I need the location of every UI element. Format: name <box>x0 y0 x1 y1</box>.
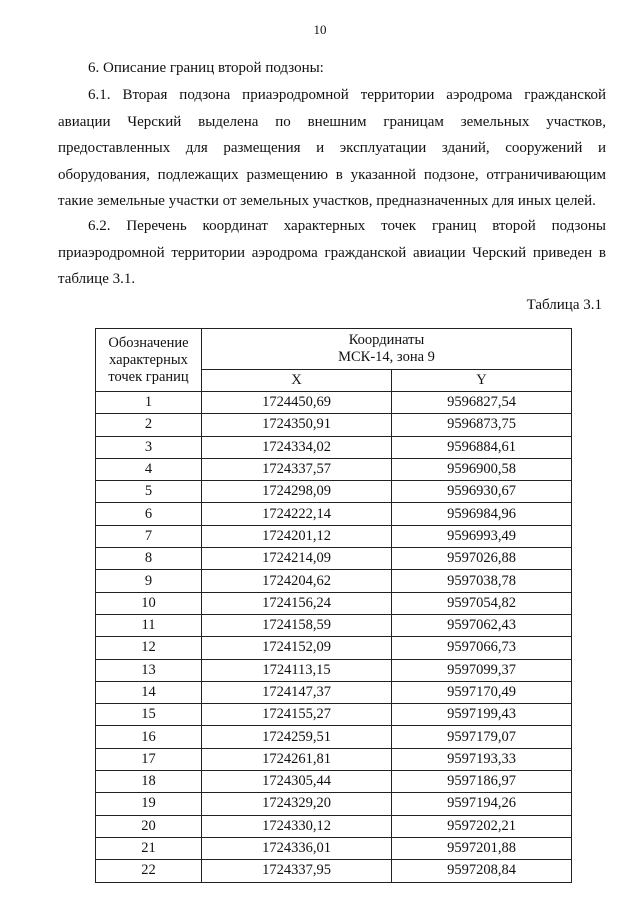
cell-y: 9597179,07 <box>392 726 572 748</box>
table-row <box>96 837 572 859</box>
cell-point-number: 8 <box>96 548 202 570</box>
coordinates-table <box>95 328 572 883</box>
cell-point-number: 18 <box>96 771 202 793</box>
table-row <box>96 860 572 882</box>
header-coordinates <box>202 329 572 370</box>
cell-y: 9597054,82 <box>392 592 572 614</box>
table-row <box>96 815 572 837</box>
cell-x: 1724158,59 <box>202 614 392 636</box>
cell-point-number: 11 <box>96 614 202 636</box>
cell-y: 9597099,37 <box>392 659 572 681</box>
cell-x: 1724334,02 <box>202 436 392 458</box>
cell-y: 9596993,49 <box>392 525 572 547</box>
table-row <box>96 548 572 570</box>
cell-x: 1724329,20 <box>202 793 392 815</box>
section-heading: 6. Описание границ второй подзоны: <box>88 60 324 76</box>
header-x: X <box>202 369 392 391</box>
table-row <box>96 614 572 636</box>
cell-y: 9597208,84 <box>392 860 572 882</box>
paragraph-6-1: 6.1. Вторая подзона приаэродромной территории аэродрома гражданской авиации Черский выделена по внешним границам земельных участков, предоставленных для размещения и эксплуатации зданий, сооружений и оборудования, подлежащих размещению в указанной подзоне, отграничивающим такие земельные участки от земельных участков, предназначенных для иных целей. <box>58 87 606 209</box>
page-number: 10 <box>313 22 327 37</box>
cell-y: 9596930,67 <box>392 481 572 503</box>
cell-y: 9596873,75 <box>392 414 572 436</box>
table-row <box>96 458 572 480</box>
cell-point-number: 17 <box>96 748 202 770</box>
table-row <box>96 659 572 681</box>
cell-x: 1724222,14 <box>202 503 392 525</box>
cell-point-number: 6 <box>96 503 202 525</box>
cell-x: 1724336,01 <box>202 837 392 859</box>
table-row <box>96 704 572 726</box>
cell-x: 1724156,24 <box>202 592 392 614</box>
table-row <box>96 436 572 458</box>
cell-point-number: 3 <box>96 436 202 458</box>
cell-y: 9596900,58 <box>392 458 572 480</box>
cell-x: 1724261,81 <box>202 748 392 770</box>
cell-point-number: 4 <box>96 458 202 480</box>
cell-x: 1724330,12 <box>202 815 392 837</box>
table-row <box>96 748 572 770</box>
cell-x: 1724337,57 <box>202 458 392 480</box>
cell-x: 1724298,09 <box>202 481 392 503</box>
cell-x: 1724147,37 <box>202 681 392 703</box>
table-row <box>96 771 572 793</box>
cell-x: 1724450,69 <box>202 392 392 414</box>
cell-point-number: 19 <box>96 793 202 815</box>
cell-y: 9597038,78 <box>392 570 572 592</box>
cell-y: 9597026,88 <box>392 548 572 570</box>
cell-x: 1724204,62 <box>202 570 392 592</box>
cell-point-number: 7 <box>96 525 202 547</box>
cell-point-number: 10 <box>96 592 202 614</box>
cell-point-number: 1 <box>96 392 202 414</box>
cell-y: 9597193,33 <box>392 748 572 770</box>
cell-y: 9597186,97 <box>392 771 572 793</box>
cell-x: 1724214,09 <box>202 548 392 570</box>
cell-point-number: 5 <box>96 481 202 503</box>
table-row <box>96 592 572 614</box>
cell-point-number: 16 <box>96 726 202 748</box>
cell-x: 1724155,27 <box>202 704 392 726</box>
cell-x: 1724305,44 <box>202 771 392 793</box>
header-coordinates-title: Координаты <box>348 331 425 348</box>
cell-y: 9597202,21 <box>392 815 572 837</box>
cell-point-number: 13 <box>96 659 202 681</box>
header-y: Y <box>392 369 572 391</box>
table-body <box>96 392 572 883</box>
cell-point-number: 22 <box>96 860 202 882</box>
cell-point-number: 14 <box>96 681 202 703</box>
cell-x: 1724113,15 <box>202 659 392 681</box>
cell-x: 1724350,91 <box>202 414 392 436</box>
header-coordinate-system: МСК-14, зона 9 <box>338 348 435 365</box>
cell-y: 9597194,26 <box>392 793 572 815</box>
cell-y: 9597170,49 <box>392 681 572 703</box>
table-row <box>96 793 572 815</box>
table-row <box>96 525 572 547</box>
cell-point-number: 2 <box>96 414 202 436</box>
table-row <box>96 637 572 659</box>
cell-point-number: 12 <box>96 637 202 659</box>
cell-point-number: 15 <box>96 704 202 726</box>
cell-point-number: 20 <box>96 815 202 837</box>
cell-x: 1724259,51 <box>202 726 392 748</box>
cell-x: 1724152,09 <box>202 637 392 659</box>
table-row <box>96 414 572 436</box>
table-caption: Таблица 3.1 <box>526 297 602 313</box>
table-row <box>96 503 572 525</box>
cell-y: 9596984,96 <box>392 503 572 525</box>
cell-y: 9596827,54 <box>392 392 572 414</box>
cell-point-number: 9 <box>96 570 202 592</box>
cell-y: 9596884,61 <box>392 436 572 458</box>
cell-x: 1724337,95 <box>202 860 392 882</box>
table-row <box>96 481 572 503</box>
cell-x: 1724201,12 <box>202 525 392 547</box>
cell-y: 9597066,73 <box>392 637 572 659</box>
cell-point-number: 21 <box>96 837 202 859</box>
table-row <box>96 392 572 414</box>
cell-y: 9597201,88 <box>392 837 572 859</box>
header-point-designation: Обозначение характерных точек границ <box>96 329 202 392</box>
table-row <box>96 681 572 703</box>
table-row <box>96 726 572 748</box>
cell-y: 9597199,43 <box>392 704 572 726</box>
paragraph-6-2: 6.2. Перечень координат характерных точек границ второй подзоны приаэродромной территории аэродрома гражданской авиации Черский приведен в таблице 3.1. <box>58 218 606 287</box>
table-row <box>96 570 572 592</box>
cell-y: 9597062,43 <box>392 614 572 636</box>
